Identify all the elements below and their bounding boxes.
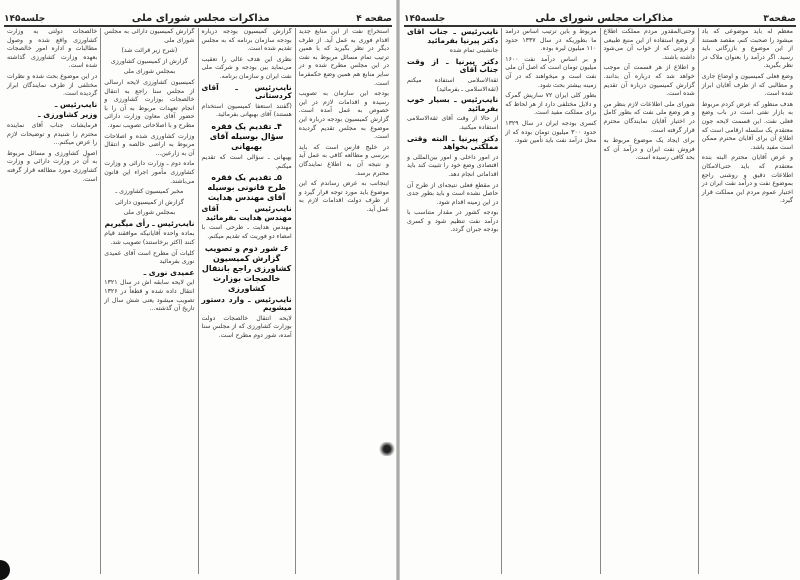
paragraph: لایحه انتقال خالصجات دولت بوزارت کشاورزی که از مجلس سنا آمده، شور دوم مطرح است.: [201, 314, 292, 339]
left-columns: [4, 28, 392, 574]
paragraph: (شرح زیر قرائت شد): [121, 47, 178, 55]
paragraph: در مقطع فعلی نتیجه‌ای از طرح آن حاصل نشده است و باید بطور جدی در این زمینه اقدام شود.: [407, 181, 499, 206]
paragraph: در این موضوع بحث شده و نظرات مختلفی از طرف نمایندگان ابراز گردیده است.: [7, 72, 98, 98]
speaker-name: نایب‌رئیس ـ جناب آقای دکتر پیرنیا بفرمائید: [407, 28, 499, 45]
paragraph: نظری این هدف عالی را تعقیب می‌نماید بین بودجه و شرکت ملی نفت ایران و سازمان برنامه.: [201, 55, 292, 80]
paragraph: اصول کشاورزی و مسائل مربوط به آن در وزارت دارائی و وزارت کشاورزی مورد مطالعه قرار گرفته است.: [7, 149, 98, 183]
paragraph: وحتی‌المقدور مردم مملکت اطلاع از وضع استفاده از این منبع طبیعی و ثروتی که از خواب آن می‌شود داشته باشند.: [603, 28, 695, 61]
paragraph: در خلیج فارس است که باید بررسی و مطالعه کافی به عمل آید و نتیجه آن به اطلاع نمایندگان محترم برسد.: [298, 143, 389, 177]
publication-title: مذاکرات مجلس شورای ملی: [535, 13, 674, 24]
speaker-name: وزیر کشاورزی ـ: [38, 110, 98, 120]
text-column: [100, 28, 197, 574]
paragraph: گزارش از کمیسیون کشاورزی: [110, 57, 188, 65]
paragraph: و بر اساس درآمد نفت ۱۶۰۰ میلیون تومان است که اصل آن ملی نفت است و میخواهند که در آن زمینه بیشتر بحث شود.: [505, 55, 597, 89]
paragraph: هدف منظور که عرض کردم مربوط به بازار نفتی است در باب وضع فعلی نفت. این قسمت لایحه جون معتقدم یک سلسله ارقامی است که اطلاع آن برای آقایان محترم ممکن است مفید باشد.: [701, 100, 793, 151]
text-column: [295, 28, 392, 574]
speaker-name: نایب‌رئیس ـ رأی میگیریم: [104, 218, 195, 228]
section-heading: ۶ـ شور دوم و تصویب گزارش کمیسیون کشاورزی راجع بانتقال خالصجات بوزارت کشاورزی: [201, 243, 292, 293]
paragraph: بمجلس شورای ملی: [123, 68, 176, 76]
text-column: [501, 28, 599, 574]
page-number: صفحه۳: [763, 14, 796, 24]
paragraph: در امور داخلی و امور بین‌المللی و اقتصادی وضع خود را تثبیت کند باید اقداماتی انجام دهد.: [407, 153, 499, 178]
right-columns: [404, 28, 796, 574]
speaker-name: نایب‌رئیس ـ بسیار خوب بفرمائید: [407, 95, 499, 113]
paragraph: و اطلاع از هر قسمت آن موجب خواهد شد که درباره آن بدانند. گزارش کمیسیون درباره آن تقدیم شده است.: [603, 64, 695, 98]
page-number: صفحه ۴: [356, 14, 392, 24]
text-column: [198, 28, 295, 574]
paragraph: شورای ملی اطلاعات لازم بنظر من و هر وضع ملی نفت که بطور کامل در اختیار آقایان نمایندگان محترم قرار گرفته است.: [603, 100, 695, 134]
paragraph: اینجانب به عرض رساندم که این موضوع باید مورد توجه قرار گیرد و از طرف دولت اقدامات لازم به عمل آید.: [298, 180, 389, 213]
paragraph: ماده دوم ـ وزارت دارائی و وزارت کشاورزی مأمور اجراء این قانون می‌باشند.: [104, 160, 195, 185]
paragraph: از حالا از وقت آقای ثقةالاسلامی استفاده میکنید.: [407, 115, 499, 131]
speaker-name: عمیدی نوری ـ: [143, 267, 195, 277]
paragraph: کلیات آن مطرح است آقای عمیدی نوری بفرمائید: [104, 249, 195, 266]
speaker-name: نایب‌رئیس ـ آقای کردستانی: [201, 82, 292, 101]
text-column: [698, 28, 796, 574]
section-heading: ۴ـ تقدیم یک فقره سؤال بوسیله آقای بهبهانی: [209, 121, 284, 151]
session-number: جلسه۱۴۵: [404, 14, 446, 24]
paragraph: بهبهانی ـ سؤالی است که تقدیم میکنم.: [201, 153, 292, 170]
paragraph: گزارش کمیسیون بودجه درباره بودجه سازمان برنامه که به مجلس تقدیم شده است.: [201, 28, 292, 53]
paragraph: معظم له باید موضوعی که یاد میشود را صحبت کنم، مقصد هستند از این موضوع و بازرگانی باید رسید. اگر درآمد را بعنوان ملاک در نظر بگیرید.: [701, 28, 793, 70]
left-masthead: [4, 10, 392, 27]
text-column: [600, 28, 698, 574]
paragraph: گزارش کمیسیون دارائی به مجلس شورای ملی: [104, 28, 195, 44]
paragraph: کسری بودجه ایران در سال ۱۳۲۹ حدود ۳۰۰ میلیون تومان بوده که از محل درآمد نفت باید تأمین شود.: [505, 119, 597, 145]
paragraph: بودجه کشور در مقدار متناسب با درآمد نفت تنظیم شود و کسری بودجه جبران گردد.: [407, 209, 499, 234]
speaker-name: دکتر پیرنیا ـ البته وقتی مملکتی بخواهد: [407, 133, 499, 152]
paragraph: کمیسیون کشاورزی لایحه ارسالی از مجلس سنا راجع به انتقال خالصجات بوزارت کشاورزی و انجام تعهدات مربوط به آن را با حضور آقای معاون وزارت دارائی مطرح و با اصلاحاتی تصویب نمود.: [104, 78, 195, 129]
paragraph: وزارت کشاورزی شده و اصلاحات مربوط به اراضی خالصه و انتقال آن به زارعین...: [104, 132, 195, 157]
paragraph: استخراج نفت از این منابع جدید اقدام فوری به عمل آید. از طرف دیگر در نظر بگیرید که با همین ترتیب تمام مسائل مربوط به نفت در این مجلس مطرح شده و در سایر منابع هم همین وضع حکمفرما است.: [298, 28, 389, 87]
paragraph: برای ایجاد یک موضوع مربوط به فروش نفت ایران و درآمد آن که بحد کافی رسیده است.: [603, 137, 695, 162]
paragraph: بودجه این سازمان به تصویب رسیده و اقدامات لازم در این خصوص به عمل آمده است. گزارش کمیسیون بودجه درباره این موضوع به مجلس تقدیم گردیده است.: [298, 90, 389, 141]
paragraph: وضع فعلی کمیسیون و اوضاع جاری و مطالبی که از طرف آقایان ابراز شده است.: [701, 72, 793, 98]
paragraph: مخبر کمیسیون کشاورزی ـ: [115, 188, 184, 196]
paragraph: جانشینی تمام شده: [449, 47, 499, 55]
paragraph: بطور کلی ایران ۷۲ ساریش گمرک و دلایل مختلفی دارد از هر لحاظ که برای مملکت مفید است.: [505, 92, 597, 117]
paragraph: خالصجات دولتی به وزارت کشاورزی واقع شده و وصول مطالبات و اداره امور خالصجات بعهده وزارت کشاورزی گذاشته شده است.: [7, 28, 98, 70]
paragraph: مربوط و باین ترتیب اساس درآمد ما بطوریکه در سال ۱۳۳۷ حدود ۱۱۰ میلیون لیره بوده.: [505, 28, 597, 53]
right-page: [400, 0, 800, 580]
paragraph: (گفتند استعفا کمیسیون استخدام هستند) آقای بهبهانی بفرمائید.: [201, 102, 292, 119]
speaker-name: نایب‌رئیس ـ وارد دستور میشویم: [201, 294, 292, 313]
speaker-name: نایب‌رئیس ـ آقای مهندس هدایت بفرمائید: [201, 204, 292, 222]
paragraph: این لایحه سابقه اش در سال ۱۳۲۱ انتقال داده شده و قطعاً در ۱۳۲۶ تصویب میشود یعنی شش سال از تاریخ آن گذشته...: [104, 279, 195, 313]
ink-stain: [378, 442, 396, 456]
paragraph: ثقةالاسلامی استفاده میکنم (ثقةالاسلامی ـ بفرمائید): [407, 76, 499, 93]
paragraph: مهندس هدایت ـ طرحی است با امضاء دو فوریت که تقدیم میکنم.: [201, 224, 292, 240]
text-column: [4, 28, 100, 574]
text-column: [404, 28, 501, 574]
paragraph: بمجلس شورای ملی: [123, 209, 176, 217]
session-number: جلسه۱۴۵: [4, 14, 46, 24]
paragraph: گزارش از کمیسیون دارائی: [114, 198, 184, 206]
publication-title: مذاکرات مجلس شورای ملی: [131, 13, 270, 24]
paragraph: فرمایشات جناب آقای نماینده محترم را شنیدم و توضیحات لازم را عرض میکنم...: [7, 121, 98, 147]
speaker-name: دکتر پیرنیا ـ از وقت جناب آقای: [407, 56, 499, 75]
right-masthead: [404, 10, 796, 27]
paragraph: و عرض آقایان محترم البته بنده معتقدم که باید حتی‌الامکان اطلاعات دقیق و روشنی راجع بموضوع نفت و درآمد نفت ایران در اختیار عموم مردم این مملکت قرار گیرد.: [701, 154, 793, 205]
speaker-name: نایب‌رئیس ـ: [54, 99, 98, 109]
paragraph: بماده واحده آقایانیکه موافقند قیام کنند (اکثر برخاستند) تصویب شد.: [104, 230, 195, 247]
left-page: [0, 0, 396, 580]
section-heading: ۵ـ تقدیم یک فقره طرح قانونی بوسیله آقای مهندس هدایت: [207, 173, 286, 203]
